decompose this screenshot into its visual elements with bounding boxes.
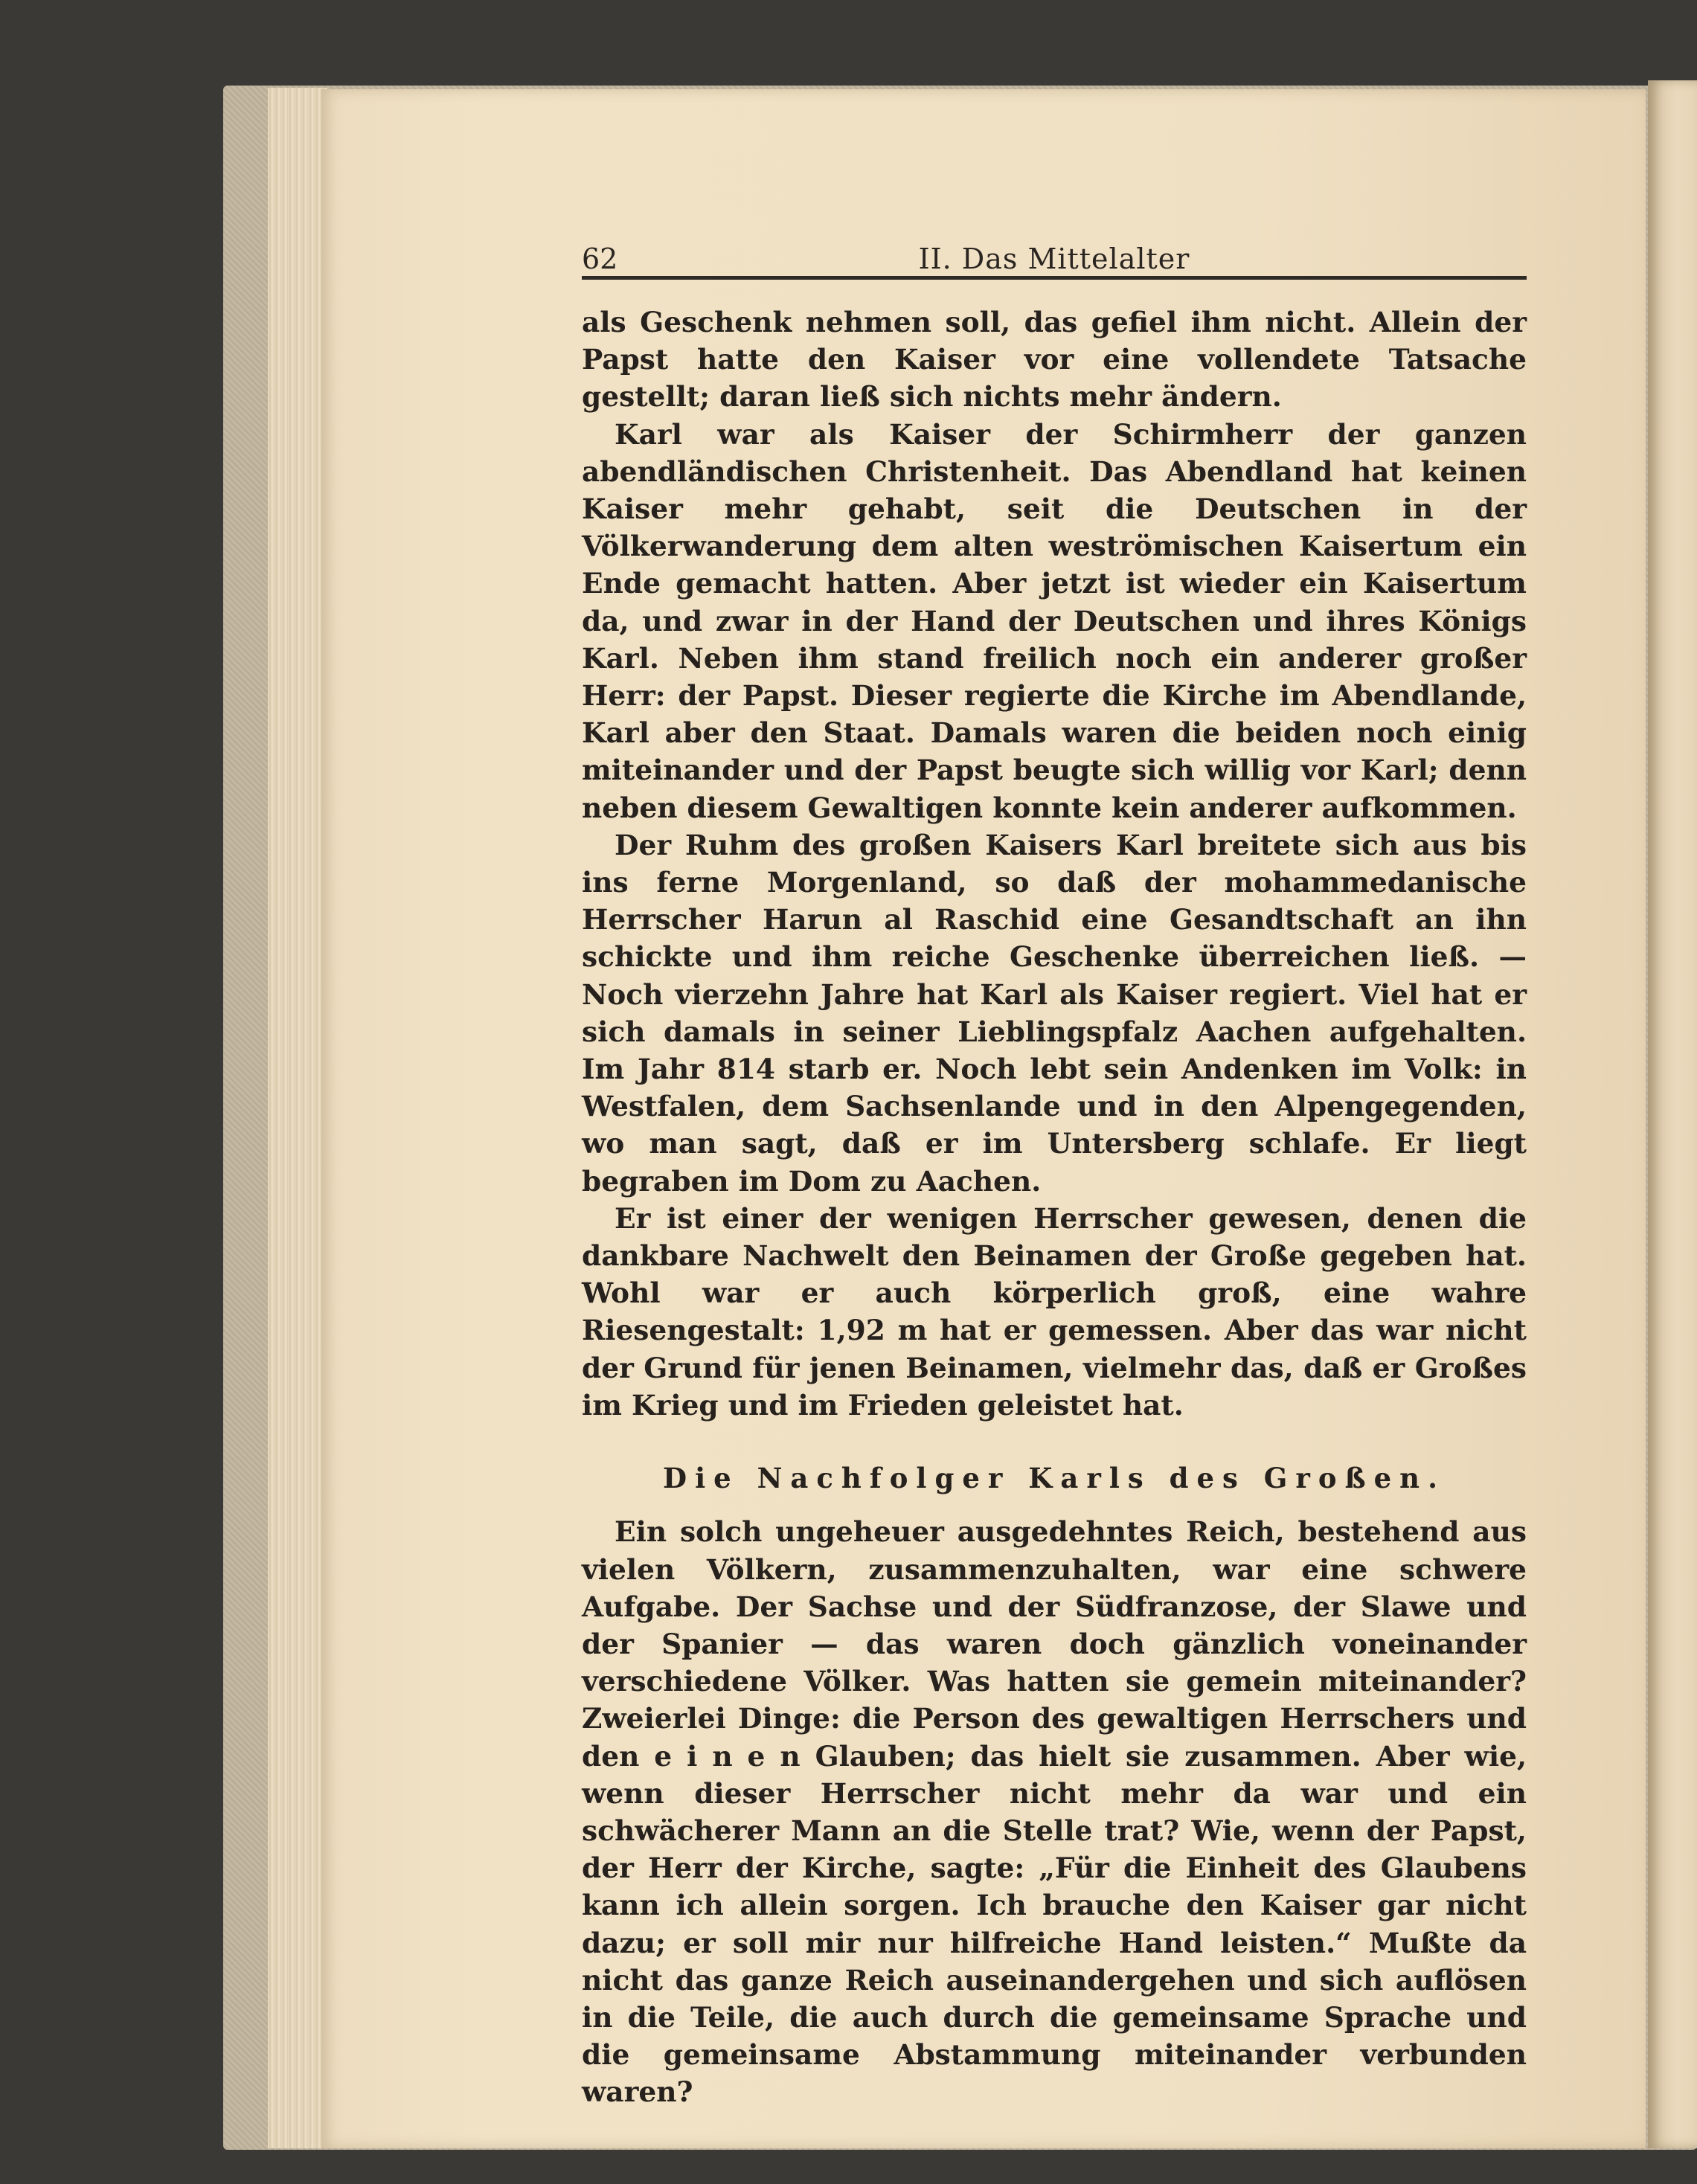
paragraph: Er ist einer der wenigen Herrscher gewesen, denen die dankbare Nachwelt den Beinamen der Große gegeben hat. Wohl war er auch körperlich groß, eine wahre Riesengestalt: 1,92 m hat er gemessen. Aber das war nicht der Grund für jenen Beinamen, vielmehr das, daß er Großes im Krieg und im Frieden geleistet hat. — [582, 1201, 1527, 1422]
paragraph: als Geschenk nehmen soll, das gefiel ihm nicht. Allein der Papst hatte den Kaiser vor eine vollendete Tatsache gestellt; daran ließ sich nichts mehr ändern. — [582, 306, 1527, 414]
page-number: 62 — [582, 243, 618, 275]
section-heading: Die Nachfolger Karls des Großen. — [663, 1462, 1446, 1495]
header-rule — [582, 276, 1527, 280]
body-text — [582, 303, 1527, 2111]
paragraph: Karl war als Kaiser der Schirmherr der ganzen abendländischen Christenheit. Das Abendland hat keinen Kaiser mehr gehabt, seit die Deutschen in der Völkerwanderung dem alten weströmischen Kaisertum ein Ende gemacht hatten. Aber jetzt ist wieder ein Kaisertum da, und zwar in der Hand der Deutschen und ihres Königs Karl. Neben ihm stand freilich noch ein anderer großer Herr: der Papst. Dieser regierte die Kirche im Abendlande, Karl aber den Staat. Damals waren die beiden noch einig miteinander und der Papst beugte sich willig vor Karl; denn neben diesem Gewaltigen konnte kein anderer aufkommen. — [582, 417, 1527, 824]
running-head — [582, 238, 1527, 280]
facing-page-edge — [1648, 80, 1697, 2148]
paragraph: Ein solch ungeheuer ausgedehntes Reich, bestehend aus vielen Völkern, zusammenzuhalten, war eine schwere Aufgabe. Der Sachse und der Südfranzose, der Slawe und der Spanier — das waren doch gänzlich voneinander verschiedene Völker. Was hatten sie gemein miteinander? Zweierlei Dinge: die Person des gewaltigen Herrschers und den e i n e n Glauben; das hielt sie zusammen. Aber wie, wenn dieser Herrscher nicht mehr da war und ein schwächerer Mann an die Stelle trat? Wie, wenn der Papst, der Herr der Kirche, sagte: „Für die Einheit des Glaubens kann ich allein sorgen. Ich brauche den Kaiser gar nicht dazu; er soll mir nur hilfreiche Hand leisten.“ Mußte da nicht das ganze Reich auseinandergehen und sich auflösen in die Teile, die auch durch die gemeinsame Sprache und die gemeinsame Abstammung miteinander verbunden waren? — [582, 1515, 1527, 2109]
paragraph: Der Ruhm des großen Kaisers Karl breitete sich aus bis ins ferne Morgenland, so daß der mohammedanische Herrscher Harun al Raschid eine Gesandtschaft an ihn schickte und ihm reiche Geschenke überreichen ließ. — Noch vierzehn Jahre hat Karl als Kaiser regiert. Viel hat er sich damals in seiner Lieblingspfalz Aachen aufgehalten. Im Jahr 814 starb er. Noch lebt sein Andenken im Volk: in Westfalen, dem Sachsenlande und in den Alpengegenden, wo man sagt, daß er im Untersberg schlafe. Er liegt begraben im Dom zu Aachen. — [582, 828, 1527, 1198]
page-edges — [268, 88, 327, 2148]
chapter-title: II. Das Mittelalter — [918, 243, 1190, 275]
